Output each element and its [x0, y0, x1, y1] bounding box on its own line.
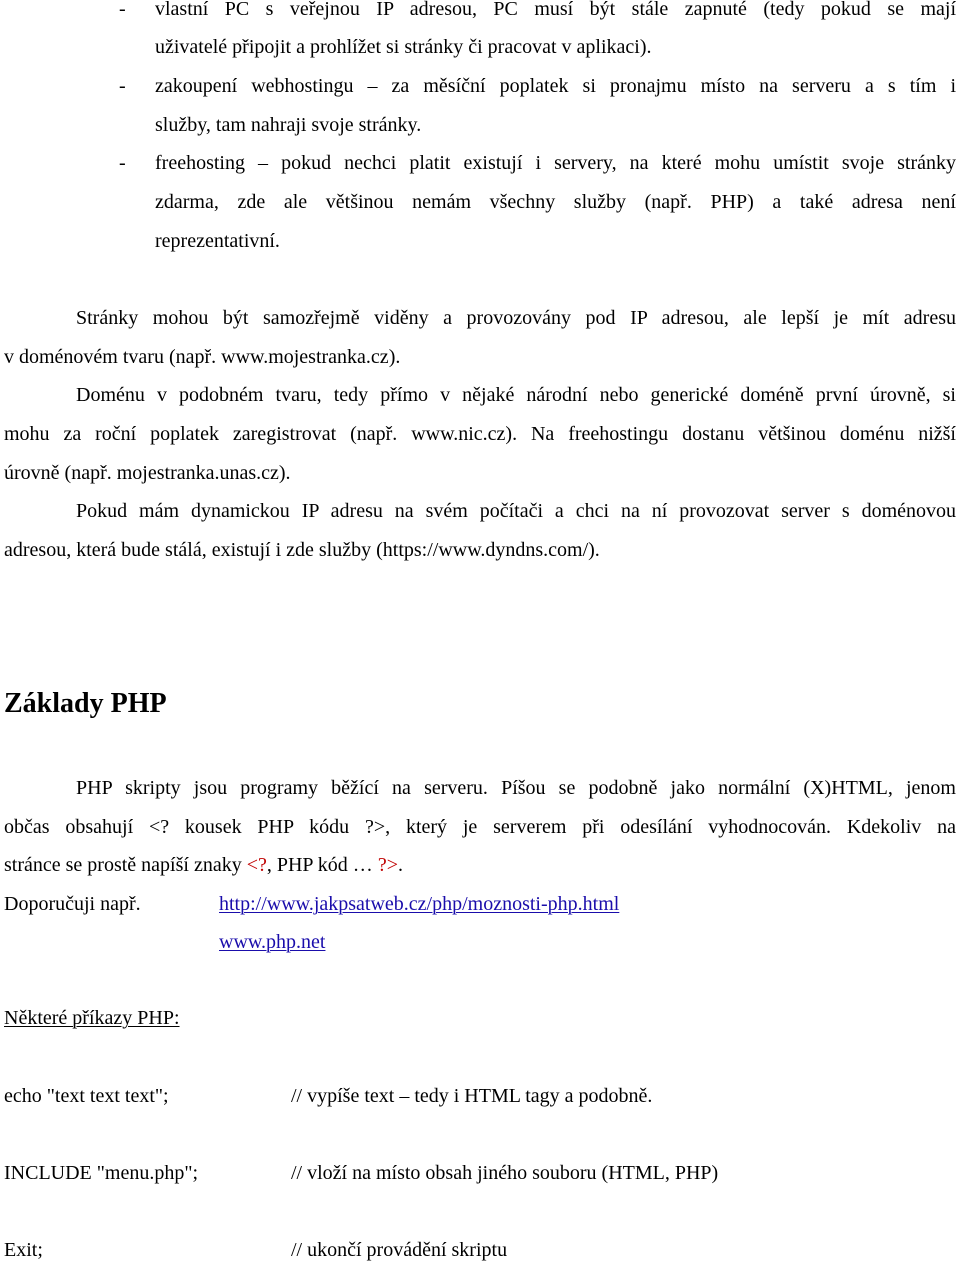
paragraph-line: Stránky mohou být samozřejmě viděny a provozovány pod IP adresou, ale lepší je mít adresu	[76, 307, 956, 329]
paragraph-line	[4, 853, 403, 877]
recommend-label: Doporučuji např.	[4, 893, 141, 915]
commands-heading: Některé příkazy PHP:	[4, 1007, 180, 1029]
bullet-line: zdarma, zde ale většinou nemám všechny služby (např. PHP) a také adresa není	[155, 191, 956, 213]
recommend-link-jakpsatweb[interactable]: http://www.jakpsatweb.cz/php/moznosti-php.html	[219, 893, 620, 915]
command-comment: // ukončí provádění skriptu	[291, 1239, 508, 1261]
bullet-line: zakoupení webhostingu – za měsíční poplatek si pronajmu místo na serveru a s tím i	[155, 75, 956, 97]
paragraph-line: Pokud mám dynamickou IP adresu na svém počítači a chci na ní provozovat server s doménovou	[76, 500, 956, 522]
text-segment: .	[397, 854, 403, 876]
bullet-line: uživatelé připojit a prohlížet si stránky či pracovat v aplikaci).	[155, 36, 652, 58]
paragraph-line: úrovně (např. mojestranka.unas.cz).	[4, 462, 291, 484]
paragraph-line: mohu za roční poplatek zaregistrovat (např. www.nic.cz). Na freehostingu dostanu většinou doménu nižší	[4, 423, 956, 445]
bullet-line: reprezentativní.	[155, 230, 280, 252]
paragraph-line: v doménovém tvaru (např. www.mojestranka.cz).	[4, 346, 401, 368]
paragraph-line: adresou, která bude stálá, existují i zde služby (https://www.dyndns.com/).	[4, 539, 600, 561]
paragraph-line: Doménu v podobném tvaru, tedy přímo v nějaké národní nebo generické doméně první úrovně, si	[76, 384, 956, 406]
paragraph-line: PHP skripty jsou programy běžící na serveru. Píšou se podobně jako normální (X)HTML, jenom	[76, 777, 956, 799]
command-code: INCLUDE "menu.php";	[4, 1162, 199, 1184]
bullet-line: freehosting – pokud nechci platit existují i servery, na které mohu umístit svoje stránky	[155, 152, 956, 174]
bullet-marker: -	[119, 75, 126, 97]
text-segment: , PHP kód …	[266, 854, 378, 876]
paragraph-line: občas obsahují <? kousek PHP kódu ?>, který je serverem při odesílání vyhodnocován. Kdekoliv na	[4, 816, 956, 838]
bullet-line: vlastní PC s veřejnou IP adresou, PC musí být stále zapnuté (tedy pokud se mají	[155, 0, 956, 20]
text-segment: stránce se prostě napíší znaky	[4, 854, 247, 876]
command-comment: // vypíše text – tedy i HTML tagy a podobně.	[291, 1085, 653, 1107]
php-close-tag: ?>	[377, 854, 398, 876]
command-code: Exit;	[4, 1239, 43, 1261]
bullet-line: služby, tam nahraji svoje stránky.	[155, 114, 422, 136]
section-heading: Základy PHP	[4, 688, 167, 719]
recommend-link-php-net[interactable]: www.php.net	[219, 931, 326, 953]
php-open-tag: <?	[246, 854, 267, 876]
bullet-marker: -	[119, 152, 126, 174]
command-code: echo "text text text";	[4, 1085, 169, 1107]
command-comment: // vloží na místo obsah jiného souboru (HTML, PHP)	[291, 1162, 719, 1184]
bullet-marker: -	[119, 0, 126, 20]
